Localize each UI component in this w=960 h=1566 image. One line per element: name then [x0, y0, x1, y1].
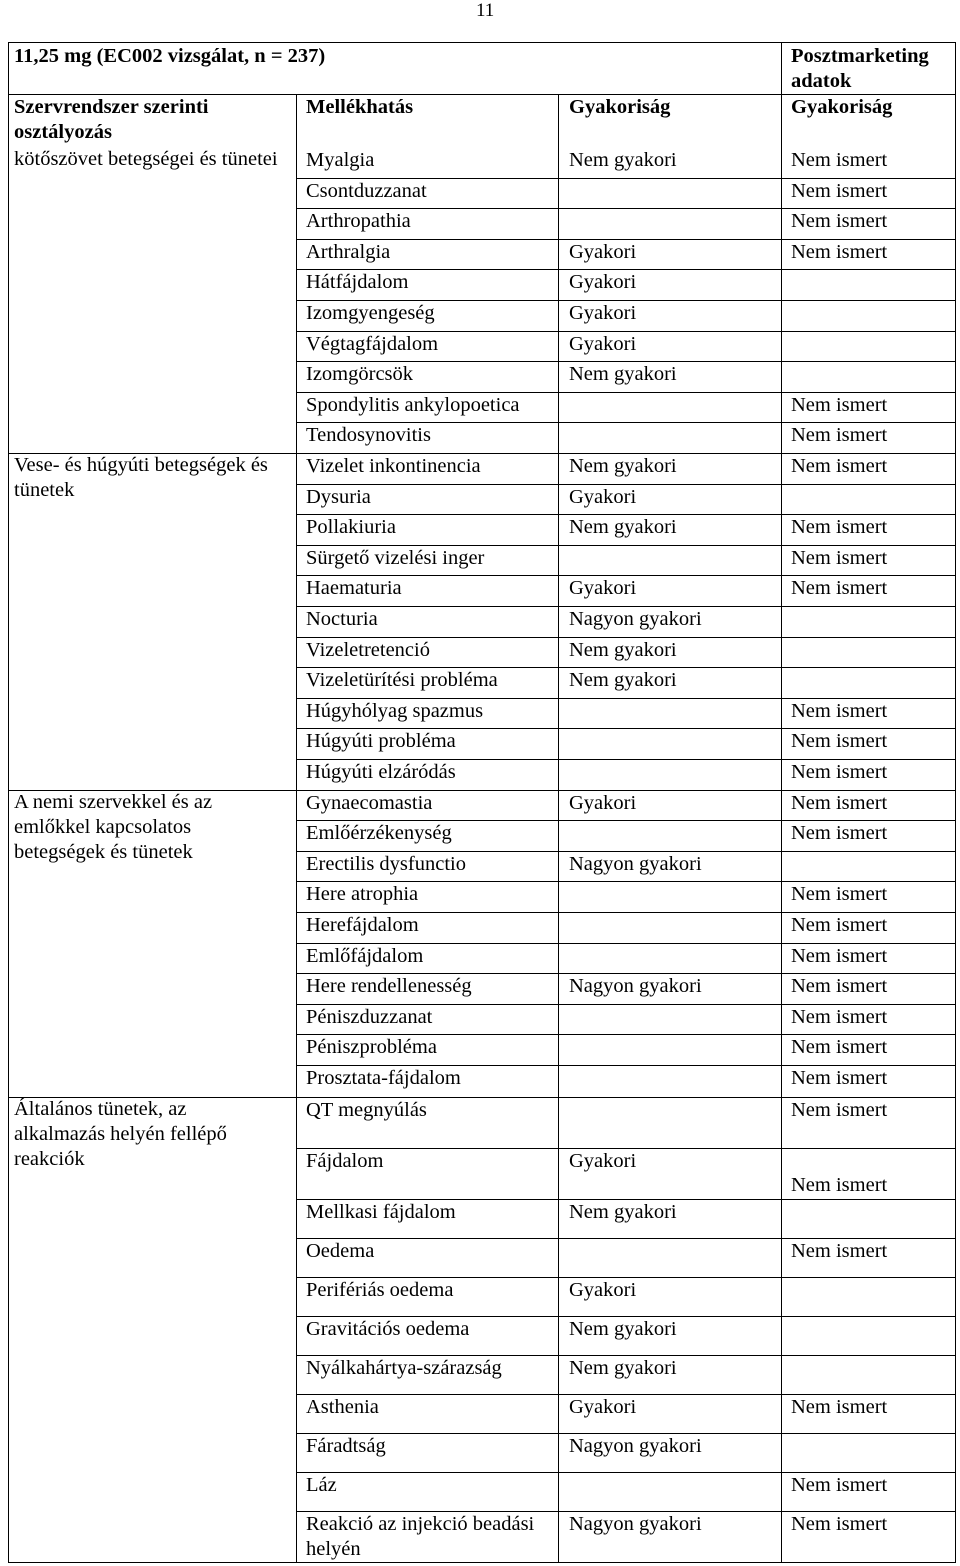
adverse-reaction-column-header: Mellékhatás [306, 96, 414, 118]
adverse-reaction-name: Reakció az injekció beadási helyén [306, 1513, 535, 1560]
soc-reproductive-breast: A nemi szervekkel és az emlőkkel kapcsolatos betegségek és tünetek [14, 791, 213, 863]
postmarketing-frequency-value: Nem ismert [791, 1396, 888, 1418]
frequency-value: Nem gyakori [569, 363, 677, 385]
adverse-reaction-name: Myalgia [306, 149, 375, 171]
page-number: 11 [476, 0, 495, 21]
frequency-value: Gyakori [569, 486, 637, 508]
adverse-reaction-name: Prosztata-fájdalom [306, 1067, 461, 1089]
adverse-reaction-name: Emlőfájdalom [306, 945, 424, 967]
adverse-reaction-name: Nyálkahártya-szárazság [306, 1357, 502, 1379]
frequency-value: Gyakori [569, 1396, 637, 1418]
adverse-reaction-name: Izomgyengeség [306, 302, 435, 324]
study-header: 11,25 mg (EC002 vizsgálat, n = 237) [14, 45, 326, 67]
adverse-reaction-name: Fájdalom [306, 1150, 384, 1172]
adverse-reaction-name: Mellkasi fájdalom [306, 1201, 456, 1223]
postmarketing-frequency-value: Nem ismert [791, 1174, 888, 1196]
frequency-value: Gyakori [569, 302, 637, 324]
adverse-reaction-name: Gynaecomastia [306, 792, 433, 814]
postmarketing-frequency-value: Nem ismert [791, 394, 888, 416]
postmarketing-frequency-value: Nem ismert [791, 700, 888, 722]
soc-musculoskeletal: kötőszövet betegségei és tünetei [14, 148, 278, 170]
frequency-value: Gyakori [569, 1150, 637, 1172]
frequency-value: Nem gyakori [569, 455, 677, 477]
frequency-value: Nagyon gyakori [569, 1513, 702, 1535]
frequency-value: Gyakori [569, 241, 637, 263]
adverse-reaction-name: Here atrophia [306, 883, 419, 905]
soc-renal-urinary: Vese- és húgyúti betegségek és tünetek [14, 454, 268, 501]
adverse-reaction-name: Tendosynovitis [306, 424, 431, 446]
postmarketing-frequency-value: Nem ismert [791, 914, 888, 936]
postmarketing-frequency-value: Nem ismert [791, 547, 888, 569]
adverse-reaction-name: Sürgető vizelési inger [306, 547, 485, 569]
postmarketing-frequency-value: Nem ismert [791, 1240, 888, 1262]
adverse-reaction-name: Herefájdalom [306, 914, 419, 936]
postmarketing-frequency-value: Nem ismert [791, 792, 888, 814]
soc-general-disorders: Általános tünetek, az alkalmazás helyén fellépő reakciók [14, 1098, 227, 1170]
adverse-reaction-name: Vizeletretenció [306, 639, 430, 661]
frequency-value: Nagyon gyakori [569, 853, 702, 875]
frequency-value: Nem gyakori [569, 669, 677, 691]
frequency-value: Nem gyakori [569, 639, 677, 661]
frequency-value: Nem gyakori [569, 1318, 677, 1340]
adverse-reaction-name: Oedema [306, 1240, 375, 1262]
postmarketing-frequency-value: Nem ismert [791, 149, 888, 171]
adverse-reaction-name: Vizeletürítési probléma [306, 669, 498, 691]
adverse-reaction-name: Péniszprobléma [306, 1036, 437, 1058]
postmarketing-frequency-value: Nem ismert [791, 241, 888, 263]
frequency-value: Gyakori [569, 577, 637, 599]
adverse-reaction-name: Csontduzzanat [306, 180, 427, 202]
adverse-reaction-name: Izomgörcsök [306, 363, 414, 385]
postmarketing-frequency-value: Nem ismert [791, 945, 888, 967]
frequency-value: Nem gyakori [569, 516, 677, 538]
frequency-value: Nem gyakori [569, 1357, 677, 1379]
adverse-reaction-name: Húgyúti probléma [306, 730, 456, 752]
frequency-value: Nagyon gyakori [569, 608, 702, 630]
frequency-value: Nem gyakori [569, 1201, 677, 1223]
adverse-reaction-name: Nocturia [306, 608, 378, 630]
adverse-reaction-name: Erectilis dysfunctio [306, 853, 466, 875]
adverse-reaction-name: Asthenia [306, 1396, 379, 1418]
postmarketing-frequency-value: Nem ismert [791, 975, 888, 997]
postmarketing-frequency-value: Nem ismert [791, 180, 888, 202]
adverse-reaction-name: Arthropathia [306, 210, 411, 232]
postmarketing-frequency-value: Nem ismert [791, 1036, 888, 1058]
postmarketing-frequency-value: Nem ismert [791, 1513, 888, 1535]
adverse-reaction-name: Spondylitis ankylopoetica [306, 394, 520, 416]
postmarketing-frequency-value: Nem ismert [791, 822, 888, 844]
frequency-value: Gyakori [569, 271, 637, 293]
postmarketing-frequency-value: Nem ismert [791, 730, 888, 752]
postmarketing-frequency-value: Nem ismert [791, 761, 888, 783]
postmarketing-frequency-value: Nem ismert [791, 1067, 888, 1089]
postmarketing-frequency-value: Nem ismert [791, 883, 888, 905]
adverse-reaction-name: Dysuria [306, 486, 371, 508]
adverse-reaction-name: Gravitációs oedema [306, 1318, 470, 1340]
adverse-reaction-name: Arthralgia [306, 241, 391, 263]
frequency-column-header: Gyakoriság [569, 96, 671, 118]
frequency-value: Gyakori [569, 333, 637, 355]
soc-column-header: Szervrendszer szerinti osztályozás [14, 96, 209, 143]
adverse-reactions-table [8, 42, 956, 1563]
adverse-reaction-name: Perifériás oedema [306, 1279, 454, 1301]
postmarketing-frequency-value: Nem ismert [791, 1006, 888, 1028]
frequency-value: Nem gyakori [569, 149, 677, 171]
frequency-value: Nagyon gyakori [569, 1435, 702, 1457]
postmarketing-frequency-value: Nem ismert [791, 210, 888, 232]
postmarketing-frequency-value: Nem ismert [791, 516, 888, 538]
postmarketing-header: Posztmarketing adatok [791, 45, 929, 92]
adverse-reaction-name: Fáradtság [306, 1435, 386, 1457]
adverse-reaction-name: Emlőérzékenység [306, 822, 452, 844]
frequency-value: Gyakori [569, 1279, 637, 1301]
adverse-reaction-name: Láz [306, 1474, 337, 1496]
postmarketing-frequency-value: Nem ismert [791, 1474, 888, 1496]
adverse-reaction-name: Hátfájdalom [306, 271, 409, 293]
frequency-value: Nagyon gyakori [569, 975, 702, 997]
postmarketing-frequency-value: Nem ismert [791, 1099, 888, 1121]
postmarketing-frequency-column-header: Gyakoriság [791, 96, 893, 118]
adverse-reaction-name: Húgyúti elzáródás [306, 761, 456, 783]
adverse-reaction-name: Péniszduzzanat [306, 1006, 433, 1028]
adverse-reaction-name: Végtagfájdalom [306, 333, 439, 355]
adverse-reaction-name: Vizelet inkontinencia [306, 455, 481, 477]
postmarketing-frequency-value: Nem ismert [791, 424, 888, 446]
adverse-reaction-name: Pollakiuria [306, 516, 396, 538]
adverse-reaction-name: Here rendellenesség [306, 975, 472, 997]
postmarketing-frequency-value: Nem ismert [791, 455, 888, 477]
postmarketing-frequency-value: Nem ismert [791, 577, 888, 599]
adverse-reaction-name: QT megnyúlás [306, 1099, 427, 1121]
adverse-reaction-name: Haematuria [306, 577, 402, 599]
adverse-reaction-name: Húgyhólyag spazmus [306, 700, 484, 722]
frequency-value: Gyakori [569, 792, 637, 814]
